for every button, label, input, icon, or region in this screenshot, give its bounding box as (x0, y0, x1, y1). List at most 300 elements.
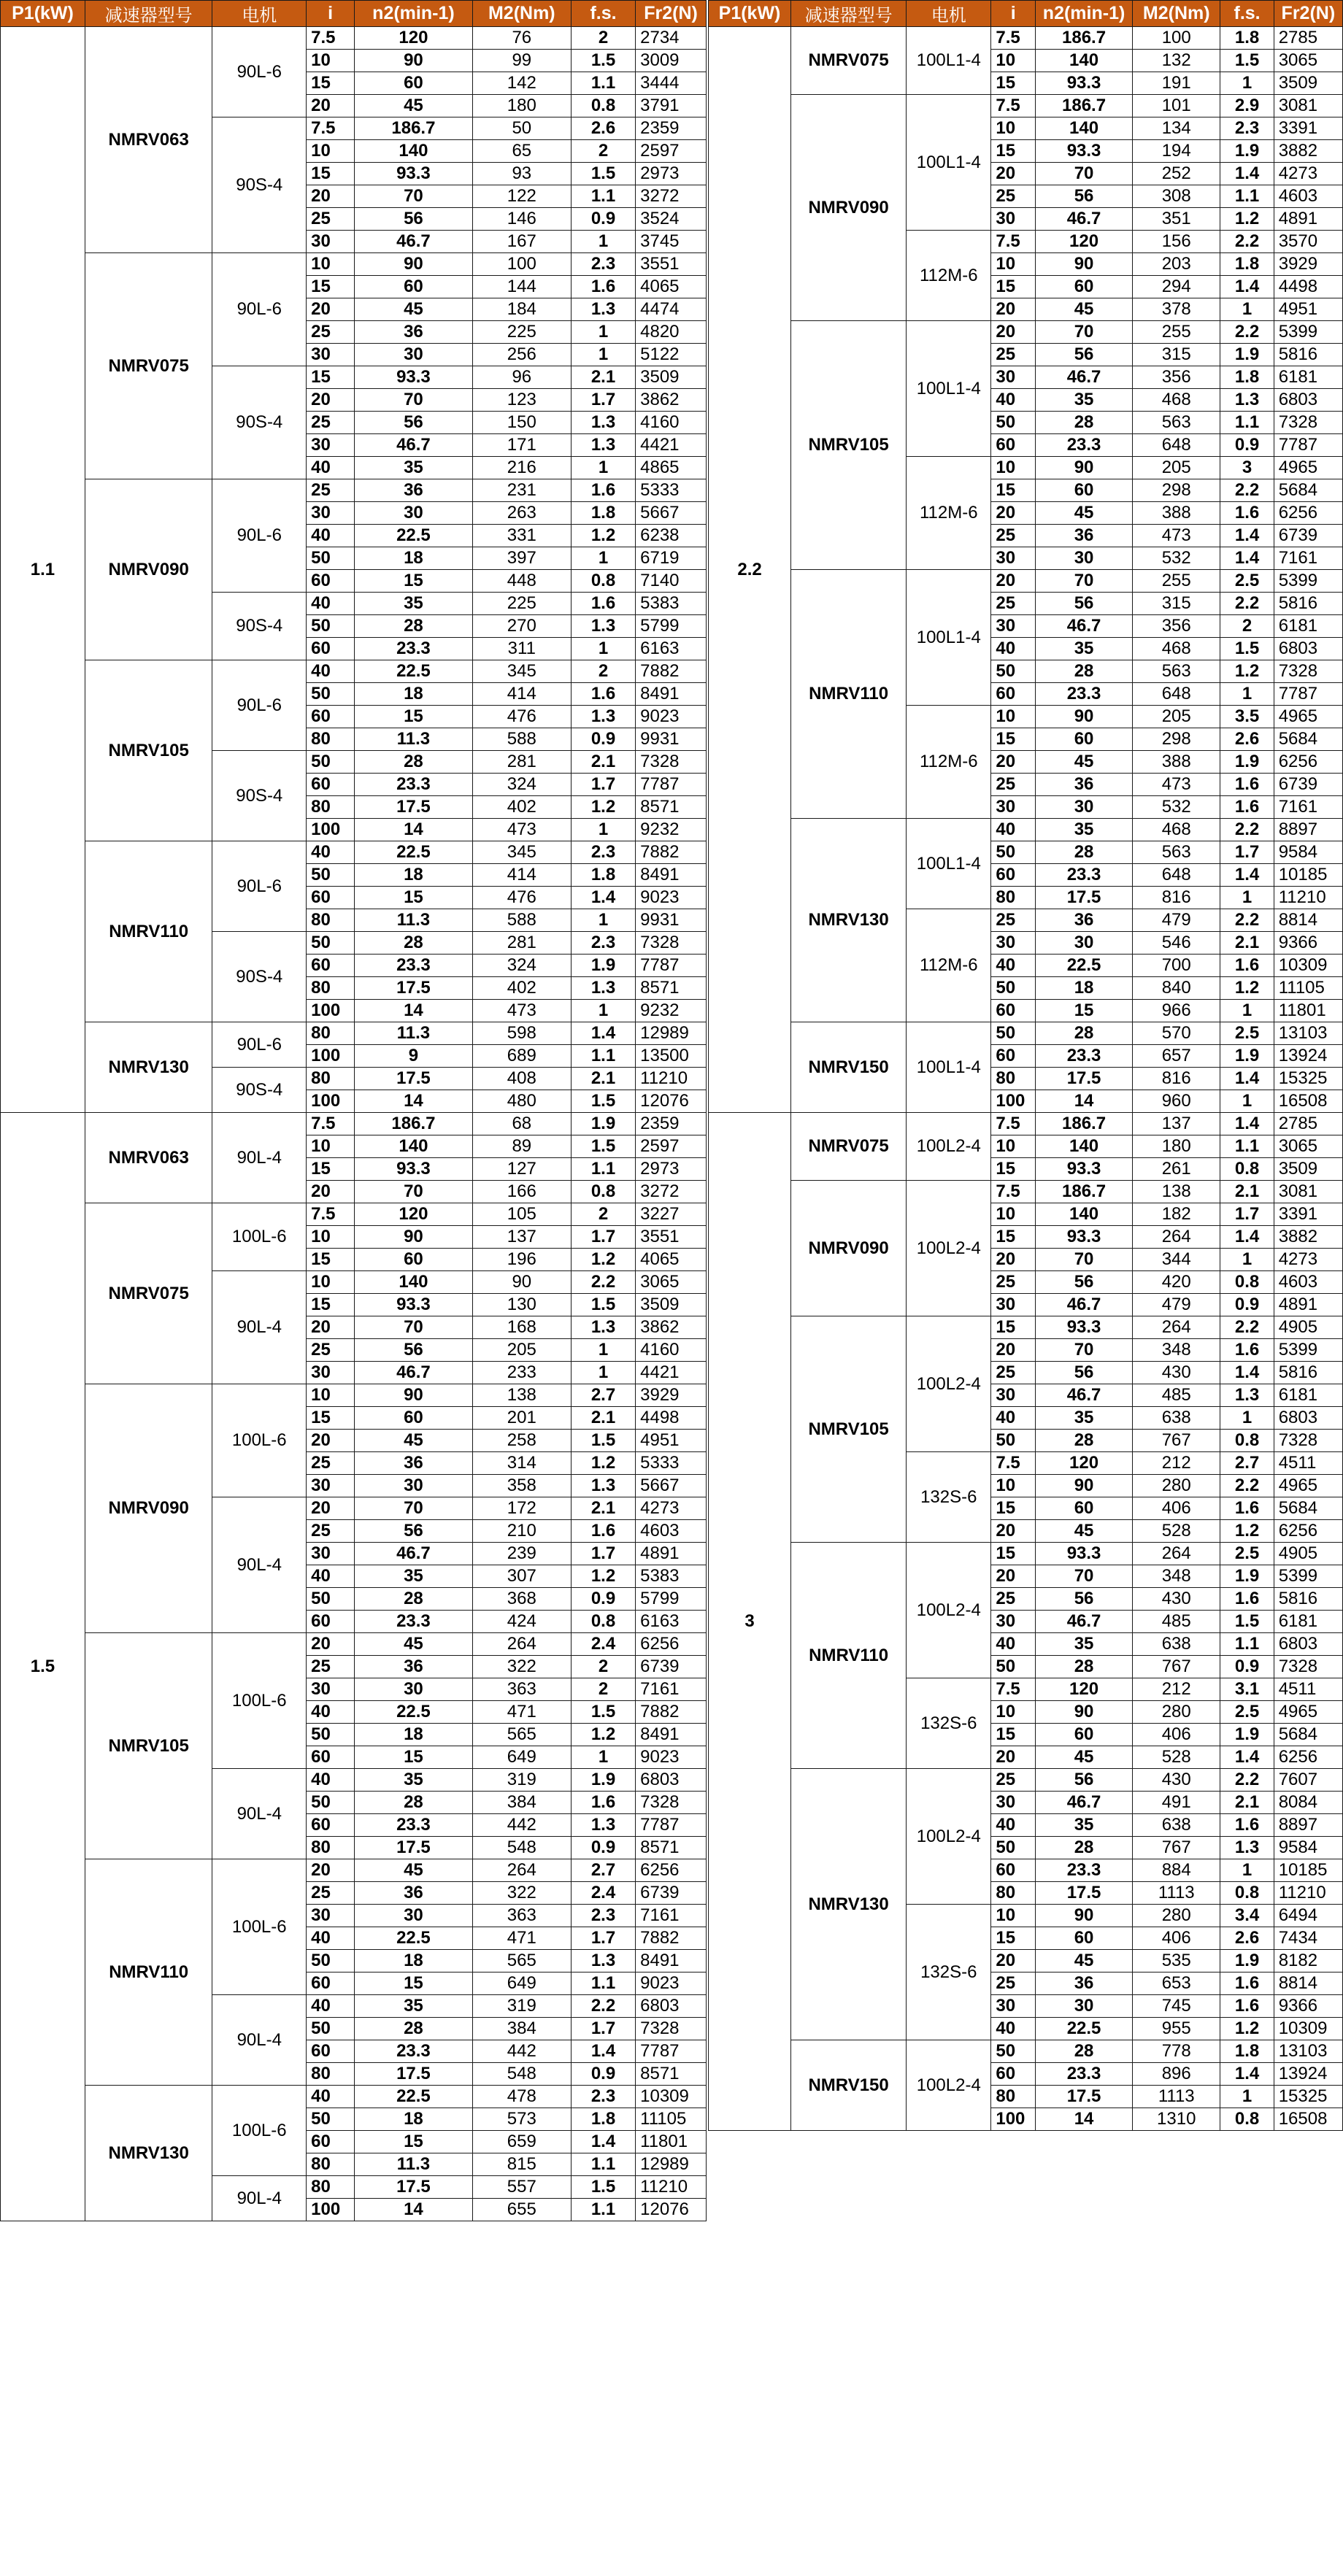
cell-ratio: 25 (991, 525, 1036, 547)
cell-ratio: 15 (307, 163, 355, 185)
cell-radial-load: 5816 (1274, 344, 1342, 366)
cell-output-speed: 17.5 (355, 977, 473, 1000)
motor-cell: 90L-4 (212, 1769, 307, 1859)
motor-cell: 90L-4 (212, 1271, 307, 1384)
cell-output-torque: 96 (472, 366, 571, 389)
cell-ratio: 60 (307, 1746, 355, 1769)
cell-radial-load: 4474 (636, 298, 707, 321)
cell-output-torque: 99 (472, 50, 571, 72)
cell-output-torque: 142 (472, 72, 571, 95)
cell-output-torque: 233 (472, 1362, 571, 1384)
cell-output-torque: 307 (472, 1565, 571, 1588)
cell-output-speed: 93.3 (355, 1158, 473, 1181)
cell-ratio: 40 (991, 2018, 1036, 2040)
cell-output-torque: 430 (1133, 1588, 1220, 1611)
cell-radial-load: 4965 (1274, 706, 1342, 728)
cell-output-torque: 638 (1133, 1814, 1220, 1837)
cell-radial-load: 3791 (636, 95, 707, 117)
cell-output-torque: 378 (1133, 298, 1220, 321)
cell-radial-load: 7328 (636, 751, 707, 774)
motor-cell: 100L1-4 (907, 570, 991, 706)
motor-cell: 100L2-4 (907, 2040, 991, 2131)
cell-service-factor: 1.9 (1220, 1045, 1274, 1068)
cell-ratio: 50 (991, 977, 1036, 1000)
cell-radial-load: 9023 (636, 887, 707, 909)
cell-ratio: 10 (991, 1701, 1036, 1724)
cell-radial-load: 4905 (1274, 1543, 1342, 1565)
motor-cell: 100L-6 (212, 1633, 307, 1769)
cell-radial-load: 6163 (636, 1611, 707, 1633)
cell-output-speed: 30 (355, 1678, 473, 1701)
cell-output-speed: 14 (355, 819, 473, 841)
cell-output-torque: 331 (472, 525, 571, 547)
cell-output-speed: 17.5 (355, 2176, 473, 2199)
cell-radial-load: 3882 (1274, 1226, 1342, 1249)
cell-output-speed: 60 (1036, 1497, 1133, 1520)
reducer-model-cell: NMRV090 (85, 479, 212, 660)
cell-output-speed: 15 (1036, 1000, 1133, 1022)
cell-service-factor: 2.5 (1220, 1701, 1274, 1724)
cell-service-factor: 1.2 (1220, 2018, 1274, 2040)
cell-output-speed: 120 (355, 27, 473, 50)
cell-ratio: 60 (991, 1859, 1036, 1882)
cell-radial-load: 6238 (636, 525, 707, 547)
cell-radial-load: 11210 (1274, 1882, 1342, 1905)
cell-output-torque: 322 (472, 1656, 571, 1678)
cell-ratio: 80 (307, 2176, 355, 2199)
cell-output-torque: 138 (1133, 1181, 1220, 1203)
cell-radial-load: 4273 (1274, 163, 1342, 185)
cell-service-factor: 1 (571, 1746, 635, 1769)
cell-radial-load: 6739 (1274, 774, 1342, 796)
cell-output-torque: 402 (472, 796, 571, 819)
spec-table-right (708, 0, 1343, 2131)
cell-output-speed: 11.3 (355, 2153, 473, 2176)
cell-output-speed: 46.7 (1036, 1792, 1133, 1814)
power-cell: 1.1 (1, 27, 85, 1113)
cell-service-factor: 1 (571, 1000, 635, 1022)
cell-output-torque: 261 (1133, 1158, 1220, 1181)
cell-output-speed: 23.3 (355, 774, 473, 796)
cell-ratio: 10 (991, 50, 1036, 72)
cell-ratio: 10 (991, 706, 1036, 728)
cell-service-factor: 1.1 (571, 1158, 635, 1181)
cell-service-factor: 1.8 (1220, 27, 1274, 50)
cell-radial-load: 3929 (1274, 253, 1342, 276)
cell-output-speed: 9 (355, 1045, 473, 1068)
cell-ratio: 60 (991, 2063, 1036, 2086)
cell-ratio: 10 (991, 1475, 1036, 1497)
cell-ratio: 40 (991, 389, 1036, 412)
cell-output-speed: 35 (355, 1995, 473, 2018)
table-row (1, 1203, 707, 1226)
cell-output-torque: 649 (472, 1746, 571, 1769)
cell-service-factor: 1.3 (571, 412, 635, 434)
cell-output-torque: 700 (1133, 955, 1220, 977)
cell-service-factor: 1.9 (1220, 140, 1274, 163)
cell-radial-load: 4160 (636, 412, 707, 434)
cell-radial-load: 8491 (636, 864, 707, 887)
cell-radial-load: 12989 (636, 1022, 707, 1045)
cell-output-speed: 56 (1036, 593, 1133, 615)
cell-ratio: 80 (991, 1882, 1036, 1905)
cell-output-speed: 46.7 (355, 1543, 473, 1565)
cell-radial-load: 6181 (1274, 366, 1342, 389)
cell-output-speed: 30 (355, 344, 473, 366)
cell-service-factor: 1.7 (571, 774, 635, 796)
cell-output-torque: 430 (1133, 1362, 1220, 1384)
cell-output-speed: 46.7 (1036, 615, 1133, 638)
cell-service-factor: 0.8 (1220, 1271, 1274, 1294)
reducer-model-cell: NMRV105 (85, 660, 212, 841)
cell-ratio: 25 (991, 1588, 1036, 1611)
cell-output-torque: 144 (472, 276, 571, 298)
cell-radial-load: 7140 (636, 570, 707, 593)
cell-ratio: 40 (307, 2086, 355, 2108)
table-row (709, 1181, 1343, 1203)
reducer-model-cell: NMRV110 (791, 1543, 907, 1769)
cell-output-torque: 205 (472, 1339, 571, 1362)
cell-ratio: 15 (991, 728, 1036, 751)
cell-ratio: 25 (307, 412, 355, 434)
cell-service-factor: 1.8 (1220, 253, 1274, 276)
reducer-model-cell: NMRV150 (791, 1022, 907, 1113)
cell-ratio: 10 (307, 140, 355, 163)
cell-radial-load: 4951 (636, 1430, 707, 1452)
cell-service-factor: 2.2 (1220, 1316, 1274, 1339)
cell-output-torque: 573 (472, 2108, 571, 2131)
cell-service-factor: 1.3 (571, 298, 635, 321)
cell-radial-load: 4421 (636, 434, 707, 457)
cell-service-factor: 1.6 (1220, 1497, 1274, 1520)
cell-output-speed: 22.5 (355, 525, 473, 547)
cell-radial-load: 3551 (636, 253, 707, 276)
cell-service-factor: 1 (571, 819, 635, 841)
cell-service-factor: 2.2 (1220, 479, 1274, 502)
cell-service-factor: 1.5 (571, 2176, 635, 2199)
cell-service-factor: 1.2 (571, 1565, 635, 1588)
cell-output-torque: 225 (472, 593, 571, 615)
cell-output-torque: 406 (1133, 1724, 1220, 1746)
table-row (709, 570, 1343, 593)
cell-radial-load: 16508 (1274, 1090, 1342, 1113)
cell-ratio: 80 (307, 909, 355, 932)
cell-output-torque: 324 (472, 955, 571, 977)
cell-ratio: 100 (307, 1000, 355, 1022)
cell-radial-load: 13103 (1274, 1022, 1342, 1045)
cell-service-factor: 1.4 (571, 887, 635, 909)
cell-ratio: 40 (991, 955, 1036, 977)
cell-radial-load: 7161 (636, 1678, 707, 1701)
cell-ratio: 15 (307, 1294, 355, 1316)
cell-ratio: 40 (991, 1814, 1036, 1837)
cell-radial-load: 3882 (1274, 140, 1342, 163)
cell-radial-load: 6803 (1274, 1407, 1342, 1430)
cell-service-factor: 1.6 (571, 683, 635, 706)
cell-ratio: 30 (991, 366, 1036, 389)
cell-output-torque: 479 (1133, 1294, 1220, 1316)
cell-service-factor: 2.3 (571, 841, 635, 864)
cell-output-speed: 93.3 (1036, 1543, 1133, 1565)
cell-service-factor: 2.2 (1220, 819, 1274, 841)
cell-ratio: 20 (307, 389, 355, 412)
cell-radial-load: 3929 (636, 1384, 707, 1407)
cell-output-speed: 60 (1036, 276, 1133, 298)
cell-service-factor: 1 (571, 457, 635, 479)
cell-radial-load: 6256 (1274, 502, 1342, 525)
cell-radial-load: 9232 (636, 819, 707, 841)
cell-service-factor: 1.1 (571, 2199, 635, 2221)
cell-output-speed: 140 (1036, 117, 1133, 140)
reducer-model-cell: NMRV150 (791, 2040, 907, 2131)
cell-radial-load: 7787 (636, 774, 707, 796)
cell-output-speed: 46.7 (1036, 1611, 1133, 1633)
cell-ratio: 30 (307, 1543, 355, 1565)
cell-output-torque: 258 (472, 1430, 571, 1452)
motor-cell: 100L1-4 (907, 95, 991, 231)
cell-ratio: 50 (307, 864, 355, 887)
cell-output-torque: 557 (472, 2176, 571, 2199)
cell-output-torque: 816 (1133, 1068, 1220, 1090)
cell-radial-load: 7787 (636, 2040, 707, 2063)
cell-service-factor: 1.6 (1220, 1814, 1274, 1837)
cell-service-factor: 1.4 (1220, 864, 1274, 887)
header-output-torque: M2(Nm) (1133, 1, 1220, 27)
cell-output-torque: 76 (472, 27, 571, 50)
cell-output-speed: 28 (1036, 2040, 1133, 2063)
cell-output-speed: 45 (1036, 1520, 1133, 1543)
cell-radial-load: 4603 (1274, 1271, 1342, 1294)
cell-output-torque: 397 (472, 547, 571, 570)
cell-output-torque: 137 (472, 1226, 571, 1249)
cell-ratio: 30 (991, 1294, 1036, 1316)
cell-radial-load: 11105 (636, 2108, 707, 2131)
cell-output-speed: 56 (1036, 1271, 1133, 1294)
cell-output-torque: 322 (472, 1882, 571, 1905)
cell-radial-load: 7787 (1274, 683, 1342, 706)
cell-output-speed: 45 (355, 298, 473, 321)
cell-output-speed: 45 (355, 95, 473, 117)
cell-output-torque: 638 (1133, 1407, 1220, 1430)
motor-cell: 90L-6 (212, 479, 307, 593)
cell-radial-load: 7161 (1274, 796, 1342, 819)
cell-radial-load: 4160 (636, 1339, 707, 1362)
cell-output-speed: 23.3 (355, 955, 473, 977)
cell-output-speed: 18 (355, 864, 473, 887)
cell-ratio: 100 (307, 819, 355, 841)
cell-radial-load: 11210 (636, 1068, 707, 1090)
cell-output-torque: 130 (472, 1294, 571, 1316)
cell-ratio: 50 (307, 1588, 355, 1611)
cell-radial-load: 5383 (636, 1565, 707, 1588)
header-service-factor: f.s. (1220, 1, 1274, 27)
cell-service-factor: 1 (571, 909, 635, 932)
cell-service-factor: 2.2 (1220, 321, 1274, 344)
cell-service-factor: 1.4 (1220, 525, 1274, 547)
cell-output-torque: 50 (472, 117, 571, 140)
table-row (709, 1543, 1343, 1565)
cell-output-torque: 363 (472, 1905, 571, 1927)
reducer-model-cell: NMRV130 (791, 819, 907, 1022)
cell-radial-load: 8084 (1274, 1792, 1342, 1814)
cell-radial-load: 3009 (636, 50, 707, 72)
cell-service-factor: 1.9 (1220, 1950, 1274, 1973)
cell-output-torque: 476 (472, 706, 571, 728)
cell-output-torque: 485 (1133, 1611, 1220, 1633)
cell-radial-load: 5333 (636, 479, 707, 502)
cell-radial-load: 8571 (636, 977, 707, 1000)
cell-radial-load: 7882 (636, 1701, 707, 1724)
cell-output-torque: 356 (1133, 615, 1220, 638)
table-row (1, 479, 707, 502)
cell-output-speed: 90 (355, 1384, 473, 1407)
cell-ratio: 60 (307, 2040, 355, 2063)
cell-output-speed: 17.5 (1036, 1882, 1133, 1905)
cell-output-torque: 548 (472, 1837, 571, 1859)
cell-ratio: 40 (307, 1565, 355, 1588)
cell-ratio: 20 (991, 1339, 1036, 1362)
cell-service-factor: 1.9 (571, 1769, 635, 1792)
cell-output-speed: 56 (355, 1339, 473, 1362)
cell-output-torque: 216 (472, 457, 571, 479)
header-ratio: i (991, 1, 1036, 27)
cell-radial-load: 9931 (636, 728, 707, 751)
cell-ratio: 25 (991, 1271, 1036, 1294)
cell-radial-load: 2597 (636, 1135, 707, 1158)
cell-ratio: 30 (991, 1611, 1036, 1633)
cell-ratio: 80 (307, 1068, 355, 1090)
cell-service-factor: 1.2 (1220, 977, 1274, 1000)
cell-output-speed: 28 (1036, 1837, 1133, 1859)
cell-radial-load: 6739 (1274, 525, 1342, 547)
cell-radial-load: 9023 (636, 1973, 707, 1995)
cell-ratio: 25 (307, 1656, 355, 1678)
cell-radial-load: 6739 (636, 1656, 707, 1678)
cell-ratio: 60 (307, 1814, 355, 1837)
cell-output-torque: 134 (1133, 117, 1220, 140)
cell-output-torque: 563 (1133, 660, 1220, 683)
cell-ratio: 40 (991, 638, 1036, 660)
cell-output-torque: 363 (472, 1678, 571, 1701)
cell-ratio: 15 (991, 479, 1036, 502)
cell-output-torque: 653 (1133, 1973, 1220, 1995)
cell-service-factor: 1.7 (1220, 1203, 1274, 1226)
cell-ratio: 100 (991, 1090, 1036, 1113)
cell-radial-load: 7161 (636, 1905, 707, 1927)
cell-radial-load: 5816 (1274, 1362, 1342, 1384)
cell-ratio: 10 (307, 50, 355, 72)
cell-output-speed: 186.7 (1036, 95, 1133, 117)
cell-output-speed: 22.5 (355, 1701, 473, 1724)
cell-service-factor: 0.8 (571, 1611, 635, 1633)
cell-output-torque: 298 (1133, 728, 1220, 751)
cell-ratio: 20 (991, 1249, 1036, 1271)
cell-service-factor: 1.9 (1220, 1724, 1274, 1746)
cell-ratio: 20 (991, 163, 1036, 185)
cell-output-torque: 264 (472, 1633, 571, 1656)
cell-service-factor: 2.5 (1220, 1022, 1274, 1045)
cell-service-factor: 1 (571, 231, 635, 253)
cell-ratio: 80 (307, 728, 355, 751)
cell-service-factor: 1.6 (571, 276, 635, 298)
table-row (1, 1113, 707, 1135)
table-row (709, 1316, 1343, 1339)
cell-service-factor: 1.1 (571, 72, 635, 95)
reducer-model-cell: NMRV075 (85, 1203, 212, 1384)
cell-radial-load: 2973 (636, 163, 707, 185)
cell-output-speed: 45 (1036, 1950, 1133, 1973)
cell-output-torque: 638 (1133, 1633, 1220, 1656)
cell-output-torque: 68 (472, 1113, 571, 1135)
cell-service-factor: 1.5 (571, 1135, 635, 1158)
cell-radial-load: 11801 (636, 2131, 707, 2153)
cell-radial-load: 6803 (636, 1995, 707, 2018)
cell-ratio: 20 (307, 1316, 355, 1339)
cell-output-torque: 168 (472, 1316, 571, 1339)
cell-ratio: 80 (991, 1068, 1036, 1090)
cell-radial-load: 4891 (636, 1543, 707, 1565)
cell-output-speed: 60 (1036, 1724, 1133, 1746)
cell-ratio: 60 (991, 1045, 1036, 1068)
reducer-model-cell: NMRV130 (85, 1022, 212, 1113)
cell-ratio: 7.5 (307, 1113, 355, 1135)
cell-service-factor: 2.9 (1220, 95, 1274, 117)
cell-output-speed: 56 (1036, 344, 1133, 366)
cell-output-torque: 191 (1133, 72, 1220, 95)
cell-service-factor: 1.8 (571, 502, 635, 525)
cell-ratio: 60 (307, 706, 355, 728)
cell-ratio: 50 (307, 2108, 355, 2131)
cell-output-torque: 348 (1133, 1339, 1220, 1362)
cell-radial-load: 2785 (1274, 1113, 1342, 1135)
cell-output-speed: 70 (1036, 321, 1133, 344)
cell-radial-load: 10309 (636, 2086, 707, 2108)
cell-service-factor: 2.3 (571, 253, 635, 276)
cell-output-torque: 264 (472, 1859, 571, 1882)
cell-output-torque: 473 (472, 819, 571, 841)
cell-radial-load: 7328 (1274, 412, 1342, 434)
cell-service-factor: 1.5 (571, 1294, 635, 1316)
cell-ratio: 15 (991, 1158, 1036, 1181)
cell-ratio: 100 (307, 1090, 355, 1113)
cell-ratio: 30 (307, 344, 355, 366)
cell-radial-load: 10309 (1274, 2018, 1342, 2040)
cell-radial-load: 5684 (1274, 1724, 1342, 1746)
cell-service-factor: 1.5 (1220, 50, 1274, 72)
cell-output-torque: 414 (472, 864, 571, 887)
cell-radial-load: 7328 (636, 1792, 707, 1814)
cell-service-factor: 1.3 (571, 1950, 635, 1973)
cell-service-factor: 1.4 (571, 2040, 635, 2063)
cell-radial-load: 3551 (636, 1226, 707, 1249)
cell-radial-load: 13924 (1274, 1045, 1342, 1068)
cell-output-speed: 22.5 (355, 660, 473, 683)
cell-ratio: 20 (307, 185, 355, 208)
cell-ratio: 15 (991, 1927, 1036, 1950)
cell-ratio: 10 (991, 457, 1036, 479)
cell-ratio: 100 (307, 1045, 355, 1068)
header-radial-load: Fr2(N) (636, 1, 707, 27)
cell-service-factor: 0.9 (571, 1588, 635, 1611)
cell-output-speed: 45 (355, 1430, 473, 1452)
cell-ratio: 50 (307, 615, 355, 638)
cell-output-torque: 231 (472, 479, 571, 502)
cell-service-factor: 1 (1220, 1000, 1274, 1022)
cell-output-torque: 146 (472, 208, 571, 231)
cell-ratio: 10 (307, 1135, 355, 1158)
cell-output-torque: 132 (1133, 50, 1220, 72)
cell-ratio: 10 (307, 1271, 355, 1294)
